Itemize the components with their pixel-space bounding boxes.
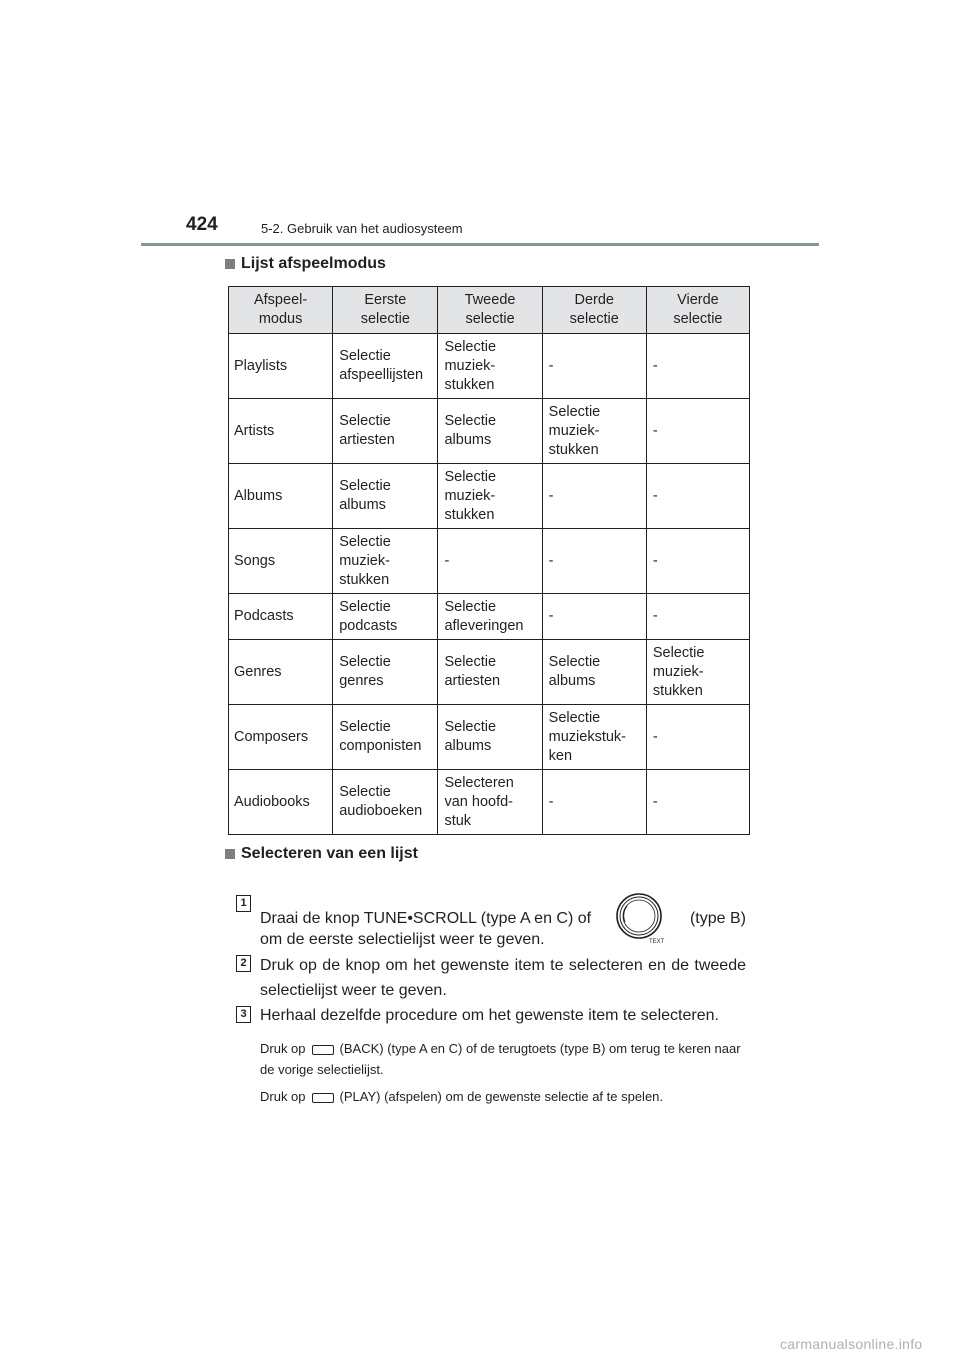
- cell-text: Selectie: [548, 654, 601, 670]
- table-row: [229, 594, 750, 640]
- cell-text: Selectie: [339, 598, 391, 615]
- step-number-badge: 1: [236, 895, 251, 912]
- table-row: [229, 334, 750, 399]
- cell-text: Playlists: [234, 357, 288, 374]
- table-cell: [229, 594, 333, 640]
- cell-text: Selectie: [444, 338, 497, 355]
- note-text: (BACK) (type A en C) of de terugtoets (type B) om terug te keren naar de vorige selectielijst.: [260, 1041, 741, 1077]
- table-row: [229, 529, 750, 594]
- cell-text: Selectie: [339, 533, 391, 550]
- cell-text: stukken: [444, 376, 495, 393]
- table-row: [229, 464, 750, 529]
- table-cell: [229, 705, 333, 770]
- section-title: Selecteren van een lijst: [241, 845, 418, 862]
- cell-text: -: [444, 552, 450, 569]
- bullet-square-icon: [225, 849, 235, 859]
- note-text: (PLAY) (afspelen) om de gewenste selectie af te spelen.: [339, 1089, 664, 1104]
- table-cell: [333, 334, 438, 399]
- cell-text: Songs: [234, 552, 276, 569]
- header-divider: [141, 243, 819, 246]
- cell-text: Selectie: [339, 478, 391, 494]
- table-row: [229, 705, 750, 770]
- cell-text: Selectie: [548, 403, 601, 420]
- header-text: modus: [258, 311, 303, 327]
- chapter-title: 5-2. Gebruik van het audiosysteem: [261, 221, 463, 236]
- table-cell: [229, 770, 333, 835]
- cell-text: Selectie: [339, 348, 391, 364]
- table-cell: [333, 464, 438, 529]
- table-cell: [438, 529, 542, 594]
- cell-text: -: [652, 357, 658, 374]
- step-1-line-2: om de eerste selectielijst weer te geven.: [260, 931, 545, 948]
- cell-text: stukken: [548, 441, 599, 458]
- header-text: selectie: [673, 311, 723, 327]
- cell-text: Selectie: [444, 654, 497, 670]
- cell-text: muziek-: [652, 663, 704, 680]
- cell-text: -: [652, 793, 658, 810]
- cell-text: artiesten: [444, 673, 501, 689]
- table-header-cell: [542, 287, 646, 334]
- table-cell: [646, 594, 749, 640]
- cell-text: afspeellijsten: [339, 367, 424, 383]
- section-heading-list-play-mode: [225, 255, 386, 273]
- table-cell: [646, 705, 749, 770]
- cell-text: albums: [339, 497, 386, 513]
- table-cell: [438, 640, 542, 705]
- cell-text: -: [652, 728, 658, 745]
- table-cell: [646, 399, 749, 464]
- table-cell: [542, 334, 646, 399]
- header-text: Derde: [574, 292, 614, 308]
- cell-text: muziekstuk-: [548, 728, 627, 745]
- cell-text: Composers: [234, 728, 309, 745]
- table-cell: [333, 529, 438, 594]
- table-cell: [646, 640, 749, 705]
- header-text: selectie: [465, 311, 515, 327]
- cell-text: muziek-: [444, 357, 496, 374]
- table-cell: [438, 705, 542, 770]
- cell-text: Artists: [234, 422, 275, 439]
- table-cell: [438, 399, 542, 464]
- cell-text: Albums: [234, 487, 283, 504]
- cell-text: Audiobooks: [234, 793, 310, 810]
- note-play: [260, 1086, 663, 1107]
- header-text: Eerste: [364, 292, 407, 308]
- cell-text: genres: [339, 673, 384, 689]
- back-button-icon: [312, 1045, 334, 1055]
- table-cell: [438, 770, 542, 835]
- table-cell: [438, 594, 542, 640]
- cell-text: -: [548, 793, 554, 810]
- table-cell: [438, 334, 542, 399]
- cell-text: Selectie: [339, 784, 391, 800]
- table-cell: [333, 594, 438, 640]
- note-text: Druk op: [260, 1089, 306, 1104]
- cell-text: stukken: [339, 571, 390, 588]
- page-number: 424: [186, 214, 218, 235]
- table-cell: [542, 594, 646, 640]
- table-cell: [542, 529, 646, 594]
- table-cell: [333, 770, 438, 835]
- cell-text: Selectie: [444, 413, 497, 429]
- cell-text: Selectie: [339, 413, 391, 429]
- cell-text: componisten: [339, 738, 422, 754]
- cell-text: albums: [444, 738, 492, 754]
- cell-text: -: [652, 422, 658, 439]
- table-header-row: [229, 287, 750, 334]
- header-text: Afspeel-: [253, 292, 308, 308]
- table-header-cell: [333, 287, 438, 334]
- cell-text: stukken: [444, 506, 495, 523]
- cell-text: Selectie: [339, 719, 391, 735]
- cell-text: -: [652, 608, 658, 624]
- cell-text: -: [548, 608, 554, 624]
- table-cell: [229, 529, 333, 594]
- header-text: selectie: [569, 311, 619, 327]
- cell-text: artiesten: [339, 432, 395, 448]
- table-body: [229, 334, 750, 835]
- cell-text: Selectie: [444, 719, 497, 735]
- note-back: [260, 1038, 746, 1080]
- step-1-text-a: Draai de knop TUNE•SCROLL (type A en C) of: [260, 909, 592, 927]
- table-cell: [333, 705, 438, 770]
- cell-text: audioboeken: [339, 803, 423, 819]
- table-cell: [333, 399, 438, 464]
- cell-text: albums: [548, 673, 596, 689]
- cell-text: albums: [444, 432, 492, 448]
- section-title: Lijst afspeelmodus: [241, 255, 386, 272]
- play-button-icon: [312, 1093, 334, 1103]
- table-cell: [438, 464, 542, 529]
- cell-text: podcasts: [339, 617, 398, 634]
- knob-text-label: TEXT: [648, 939, 664, 944]
- cell-text: Selecteren: [444, 774, 514, 791]
- step-1-text-b: (type B): [689, 909, 746, 927]
- cell-text: Selectie: [652, 644, 705, 661]
- cell-text: Selectie: [548, 709, 601, 726]
- section-heading-select-list: [225, 845, 418, 863]
- tune-scroll-knob-icon: [615, 892, 667, 944]
- cell-text: stuk: [444, 812, 472, 829]
- header-text: Vierde: [677, 292, 719, 308]
- cell-text: van hoofd-: [444, 793, 513, 810]
- cell-text: Genres: [234, 663, 282, 680]
- table-row: [229, 770, 750, 835]
- step-number-badge: 3: [236, 1006, 251, 1023]
- table-cell: [646, 334, 749, 399]
- cell-text: Selectie: [444, 468, 497, 485]
- cell-text: -: [652, 552, 658, 569]
- table-header-cell: [438, 287, 542, 334]
- step-number-badge: 2: [236, 955, 251, 972]
- table-cell: [542, 464, 646, 529]
- table-header-cell: [646, 287, 749, 334]
- table-cell: [646, 770, 749, 835]
- bullet-square-icon: [225, 259, 235, 269]
- cell-text: Podcasts: [234, 608, 294, 624]
- table-cell: [229, 334, 333, 399]
- table-row: [229, 399, 750, 464]
- step-3-text: Herhaal dezelfde procedure om het gewenste item te selecteren.: [260, 1007, 719, 1024]
- cell-text: muziek-: [444, 487, 496, 504]
- cell-text: Selectie: [444, 598, 497, 615]
- cell-text: -: [548, 552, 554, 569]
- cell-text: stukken: [652, 682, 703, 699]
- cell-text: muziek-: [339, 552, 390, 569]
- cell-text: -: [548, 357, 554, 374]
- table-cell: [542, 770, 646, 835]
- table-cell: [229, 640, 333, 705]
- table-cell: [229, 399, 333, 464]
- table-cell: [542, 399, 646, 464]
- table-cell: [333, 640, 438, 705]
- watermark-url: carmanualsonline.info: [780, 1336, 923, 1352]
- cell-text: -: [652, 487, 658, 504]
- note-text: Druk op: [260, 1041, 306, 1056]
- table-cell: [646, 464, 749, 529]
- cell-text: -: [548, 487, 554, 504]
- header-text: Tweede: [464, 292, 516, 308]
- cell-text: ken: [548, 747, 573, 764]
- cell-text: Selectie: [339, 654, 391, 670]
- cell-text: muziek-: [548, 422, 600, 439]
- table-cell: [646, 529, 749, 594]
- play-mode-table: [228, 286, 750, 835]
- table-row: [229, 640, 750, 705]
- table-cell: [229, 464, 333, 529]
- header-text: selectie: [360, 311, 410, 327]
- cell-text: afleveringen: [444, 617, 524, 634]
- step-2-text: Druk op de knop om het gewenste item te selecteren en de tweede selectielijst weer te geven.: [260, 957, 746, 999]
- table-cell: [542, 705, 646, 770]
- table-header-cell: [229, 287, 333, 334]
- table-cell: [542, 640, 646, 705]
